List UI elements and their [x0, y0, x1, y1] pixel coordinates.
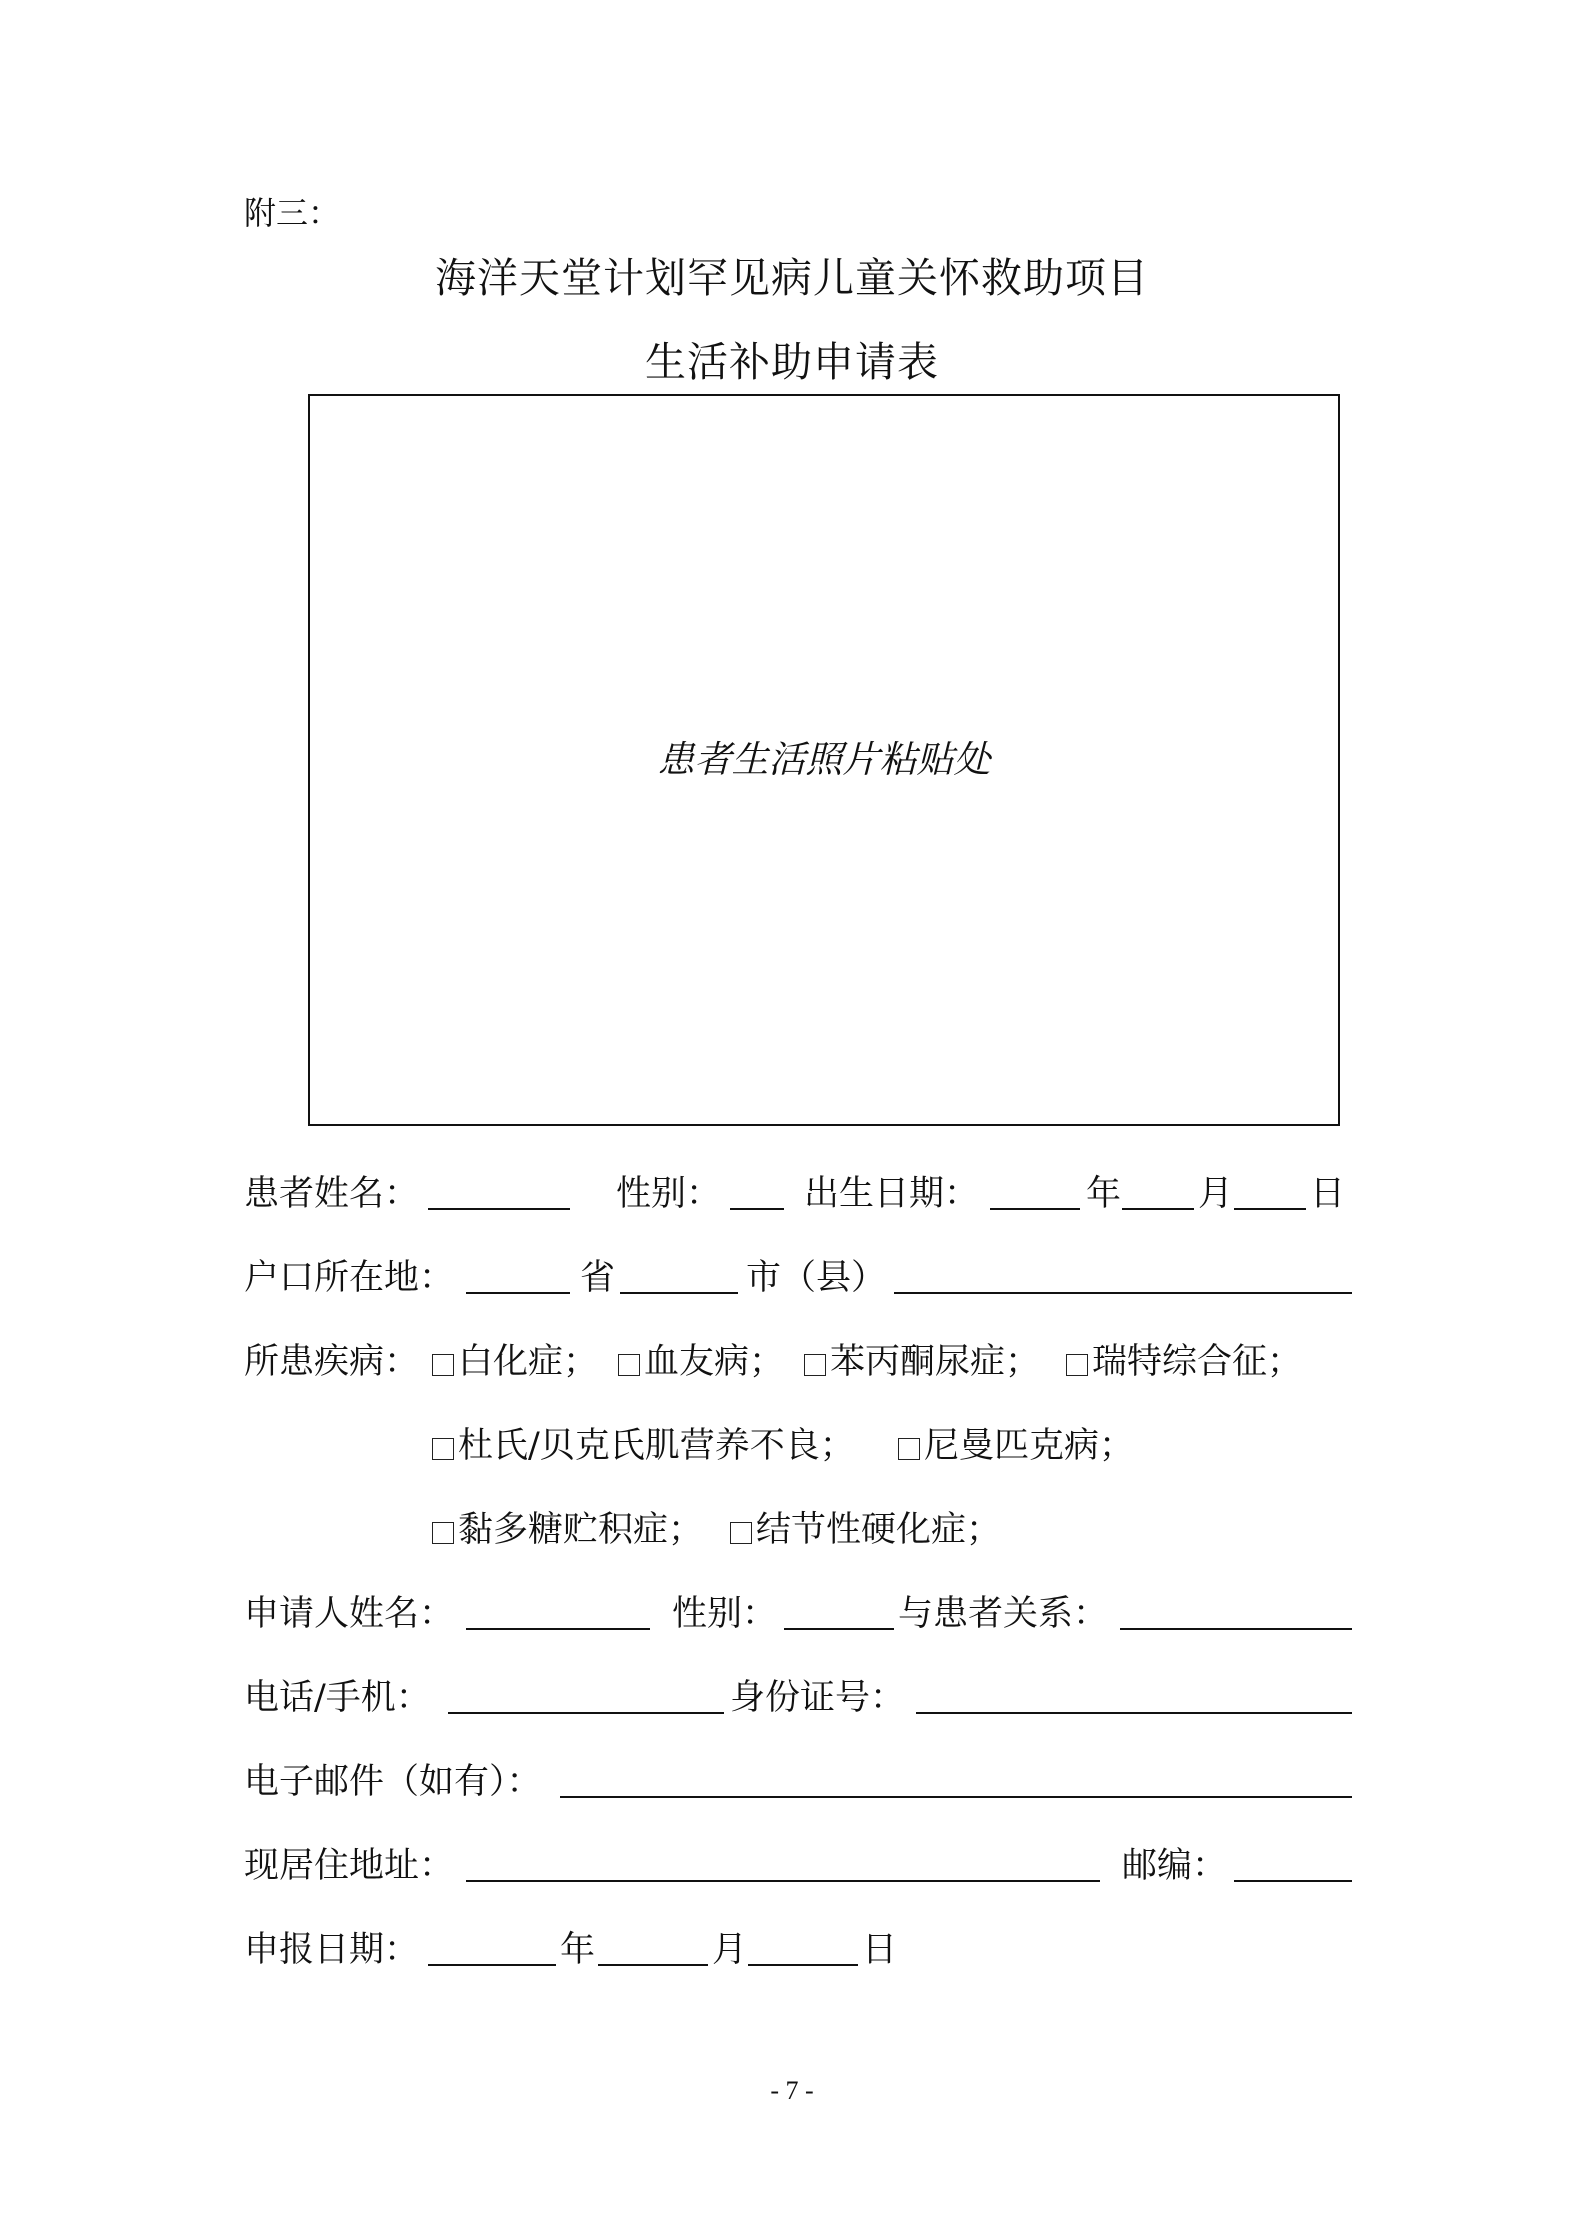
checkbox-icon[interactable]: [432, 1354, 454, 1376]
checkbox-icon[interactable]: [432, 1522, 454, 1544]
checkbox-icon[interactable]: [432, 1438, 454, 1460]
province-label: 省: [580, 1258, 616, 1298]
address-label: 现居住地址：: [244, 1846, 455, 1886]
email-field[interactable]: [560, 1796, 1352, 1798]
apply-year-label: 年: [560, 1930, 596, 1970]
attachment-label: 附三：: [244, 194, 341, 232]
email-label: 电子邮件（如有）：: [244, 1762, 542, 1802]
birth-month-label: 月: [1198, 1174, 1234, 1214]
checkbox-icon[interactable]: [730, 1522, 752, 1544]
applicant-name-label: 申请人姓名：: [244, 1594, 455, 1634]
apply-day-label: 日: [862, 1930, 898, 1970]
photo-paste-label: 患者生活照片粘贴处: [657, 738, 991, 781]
disease-option-albinism[interactable]: 白化症；: [432, 1332, 598, 1392]
birth-date-label: 出生日期：: [804, 1174, 980, 1214]
applicant-gender-label: 性别：: [672, 1594, 778, 1634]
disease-option-hemophilia[interactable]: 血友病；: [618, 1332, 784, 1392]
patient-name-label: 患者姓名：: [244, 1174, 420, 1214]
relation-field[interactable]: [1120, 1628, 1352, 1630]
phone-label: 电话/手机：: [244, 1678, 431, 1718]
birth-year-label: 年: [1086, 1174, 1122, 1214]
birth-year-field[interactable]: [990, 1208, 1080, 1210]
checkbox-icon[interactable]: [618, 1354, 640, 1376]
birth-day-label: 日: [1310, 1174, 1346, 1214]
address-field[interactable]: [466, 1880, 1100, 1882]
city-label: 市（县）: [746, 1258, 887, 1298]
apply-month-field[interactable]: [598, 1964, 708, 1966]
phone-field[interactable]: [448, 1712, 724, 1714]
postcode-field[interactable]: [1234, 1880, 1352, 1882]
postcode-label: 邮编：: [1122, 1846, 1228, 1886]
hukou-province-field[interactable]: [466, 1292, 570, 1294]
patient-name-field[interactable]: [428, 1208, 570, 1210]
patient-gender-field[interactable]: [730, 1208, 784, 1210]
page-number: - 7 -: [770, 2076, 814, 2105]
form-title-line2: 生活补助申请表: [645, 338, 939, 386]
hukou-detail-field[interactable]: [894, 1292, 1352, 1294]
apply-date-label: 申报日期：: [244, 1930, 420, 1970]
disease-option-pku[interactable]: 苯丙酮尿症；: [804, 1332, 1040, 1392]
hukou-city-field[interactable]: [620, 1292, 738, 1294]
checkbox-icon[interactable]: [898, 1438, 920, 1460]
id-number-label: 身份证号：: [730, 1678, 906, 1718]
disease-option-mps[interactable]: 黏多糖贮积症；: [432, 1500, 703, 1560]
disease-option-niemann-pick[interactable]: 尼曼匹克病；: [898, 1416, 1134, 1476]
birth-month-field[interactable]: [1122, 1208, 1194, 1210]
applicant-name-field[interactable]: [466, 1628, 650, 1630]
id-number-field[interactable]: [916, 1712, 1352, 1714]
diseases-label: 所患疾病：: [244, 1342, 420, 1382]
applicant-gender-field[interactable]: [784, 1628, 894, 1630]
checkbox-icon[interactable]: [804, 1354, 826, 1376]
photo-paste-area[interactable]: [308, 394, 1340, 1126]
disease-option-tsc[interactable]: 结节性硬化症；: [730, 1500, 1001, 1560]
checkbox-icon[interactable]: [1066, 1354, 1088, 1376]
disease-option-dmd-bmd[interactable]: 杜氏/贝克氏肌营养不良；: [432, 1416, 855, 1476]
apply-year-field[interactable]: [428, 1964, 556, 1966]
apply-month-label: 月: [712, 1930, 748, 1970]
apply-day-field[interactable]: [748, 1964, 858, 1966]
birth-day-field[interactable]: [1234, 1208, 1306, 1210]
form-title-line1: 海洋天堂计划罕见病儿童关怀救助项目: [435, 254, 1149, 302]
hukou-label: 户口所在地：: [244, 1258, 455, 1298]
relation-label: 与患者关系：: [898, 1594, 1109, 1634]
disease-option-rett[interactable]: 瑞特综合征；: [1066, 1332, 1302, 1392]
patient-gender-label: 性别：: [616, 1174, 722, 1214]
